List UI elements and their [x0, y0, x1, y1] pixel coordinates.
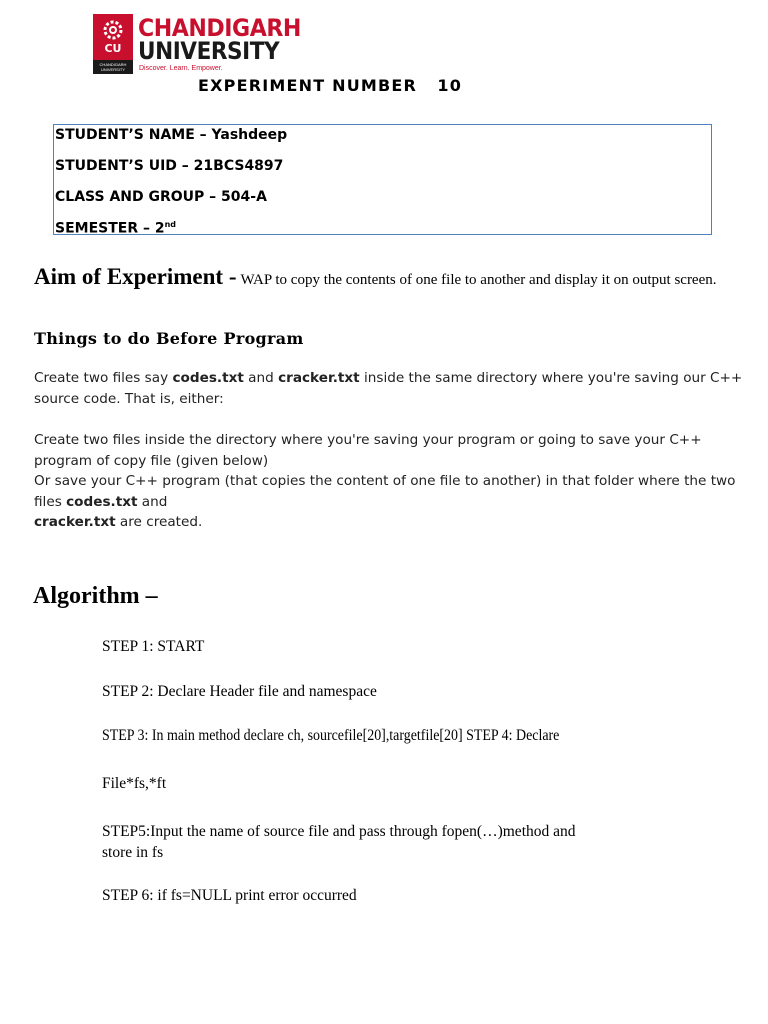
university-logo [93, 14, 301, 76]
algorithm-step: STEP 3: In main method declare ch, sourcefile[20],targetfile[20] STEP 4: Declare [102, 727, 560, 744]
algorithm-step: store in fs [102, 844, 164, 861]
algorithm-step: STEP5:Input the name of source file and pass through fopen(…)method and [102, 823, 576, 840]
before-program-paragraph-1 [34, 368, 758, 409]
p3-text-1: Or save your C++ program (that copies the content of one file to another) in that folder where the two files [34, 473, 736, 510]
experiment-title: EXPERIMENT NUMBER 10 [198, 76, 463, 95]
gear-emblem-icon [100, 17, 126, 43]
logo-cu-text: CU [104, 42, 122, 55]
p1-text-2: and [243, 370, 279, 386]
algorithm-step: STEP 6: if fs=NULL print error occurred [102, 887, 357, 904]
aim-text: WAP to copy the contents of one file to another and display it on output screen. [240, 272, 717, 288]
student-uid: STUDENT’S UID – 21BCS4897 [55, 158, 284, 174]
algorithm-heading: Algorithm – [33, 583, 158, 609]
logo-tagline: Discover. Learn. Empower. [139, 65, 223, 72]
before-program-paragraph-3 [34, 471, 758, 533]
before-program-heading: Things to do Before Program [34, 329, 304, 348]
logo-badge-subtext: CHANDIGARH UNIVERSITY [93, 60, 133, 74]
semester-ordinal: nd [164, 220, 177, 229]
student-name: STUDENT’S NAME – Yashdeep [55, 127, 288, 143]
before-program-paragraph-2: Create two files inside the directory where you're saving your program or going to save your C++ program of copy file (given below) [34, 432, 702, 469]
p3-codes-filename: codes.txt [66, 493, 138, 510]
p1-codes-filename: codes.txt [172, 370, 244, 386]
logo-name-line1: CHANDIGARH [138, 14, 301, 42]
aim-section [34, 266, 734, 291]
algorithm-step: File*fs,*ft [102, 775, 167, 792]
p3-cracker-filename: cracker.txt [34, 514, 116, 530]
semester [55, 220, 176, 237]
p1-cracker-filename: cracker.txt [278, 370, 360, 386]
student-info-box [53, 124, 712, 235]
class-group: CLASS AND GROUP – 504-A [55, 189, 267, 205]
aim-heading: Aim of Experiment - [34, 264, 237, 289]
p1-text-3: inside the same directory where you're saving our C++ source code. That is, either: [34, 370, 743, 407]
logo-name-line2: UNIVERSITY [138, 37, 280, 65]
semester-text: SEMESTER – 2 [55, 220, 165, 237]
algorithm-step: STEP 2: Declare Header file and namespace [102, 683, 377, 700]
p1-text-1: Create two files say [34, 370, 173, 386]
logo-badge [93, 14, 133, 74]
p3-text-3: are created. [115, 514, 203, 530]
algorithm-step: STEP 1: START [102, 638, 205, 655]
p3-text-2: and [137, 493, 168, 510]
